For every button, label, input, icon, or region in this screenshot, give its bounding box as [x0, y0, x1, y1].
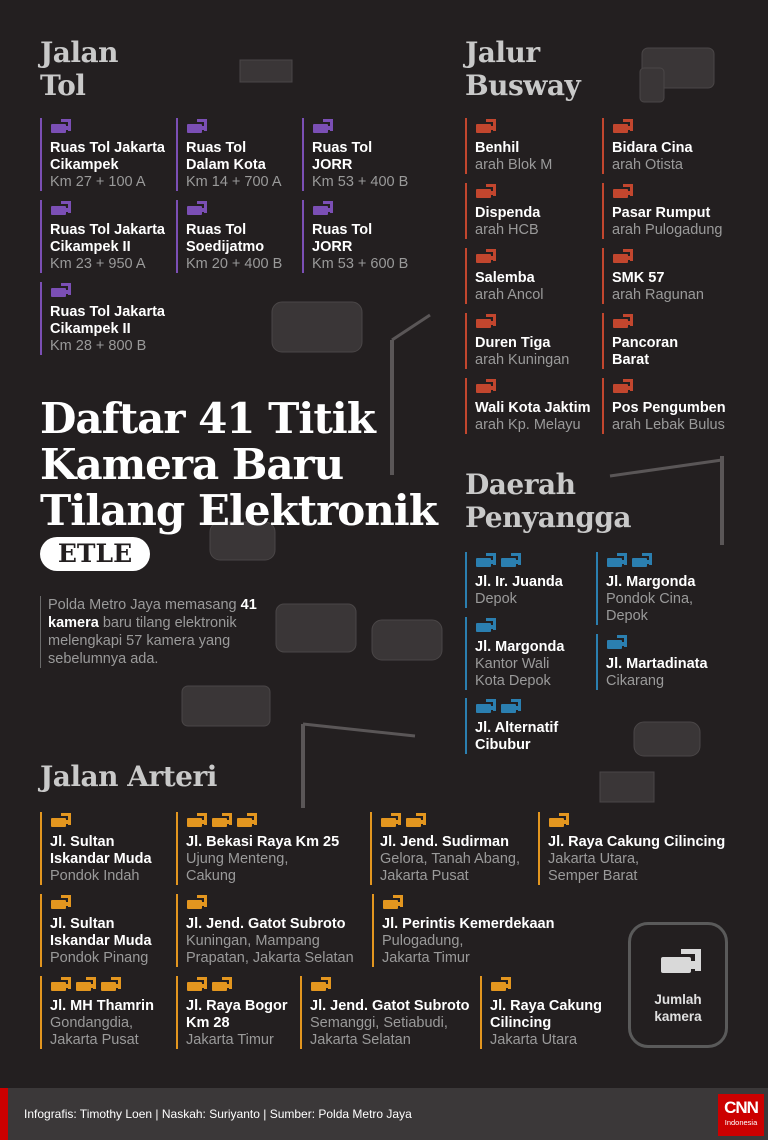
- etle-badge: ETLE: [40, 537, 150, 571]
- location-detail: arah HCB: [475, 222, 539, 238]
- location-detail: Jakarta Utara: [490, 1032, 578, 1048]
- section-title-jalan-arteri: Jalan Arteri: [40, 760, 217, 793]
- cctv-camera-icon: [475, 378, 497, 396]
- camera-count: [50, 894, 152, 912]
- cctv-camera-icon: [75, 976, 97, 994]
- camera-count: [50, 812, 152, 830]
- location-detail: Gelora, Tanah Abang, Jakarta Pusat: [380, 851, 521, 884]
- tol-location-item: [40, 282, 165, 355]
- camera-count: [612, 248, 704, 266]
- intro-text-start: Polda Metro Jaya memasang: [48, 597, 241, 613]
- arteri-location-item: [176, 812, 339, 885]
- location-name: Pancoran Barat: [612, 335, 679, 368]
- footer-accent-bar: [0, 1088, 8, 1140]
- location-name: SMK 57: [612, 270, 665, 286]
- penyangga-location-item: [465, 617, 564, 690]
- cctv-camera-icon: [475, 313, 497, 331]
- camera-count: [382, 894, 554, 912]
- intro-text-end: baru tilang elektronik melengkapi 57 kamera yang sebelumnya ada.: [48, 615, 237, 667]
- location-name: Jl. Ir. Juanda: [475, 574, 563, 590]
- penyangga-location-item: [465, 698, 558, 754]
- busway-location-item: [465, 378, 591, 434]
- cctv-camera-icon: [631, 552, 653, 570]
- tol-location-item: [40, 118, 165, 191]
- camera-count: [186, 200, 282, 218]
- busway-location-item: [602, 313, 678, 369]
- camera-count: [186, 976, 288, 994]
- cctv-camera-icon: [186, 894, 208, 912]
- location-name: Ruas Tol Jakarta Cikampek: [50, 140, 165, 173]
- cctv-camera-icon: [405, 812, 427, 830]
- location-detail: Km 53 + 600 B: [312, 256, 409, 272]
- camera-count: [612, 183, 722, 201]
- location-name: Ruas Tol Jakarta Cikampek II: [50, 304, 165, 337]
- camera-count: [475, 118, 552, 136]
- cctv-camera-icon: [657, 947, 705, 983]
- location-detail: Semanggi, Setiabudi, Jakarta Selatan: [310, 1015, 448, 1048]
- location-name: Jl. Jend. Gatot Subroto: [310, 998, 470, 1014]
- camera-count: [380, 812, 520, 830]
- busway-location-item: [465, 313, 569, 369]
- location-name: Jl. Perintis Kemerdekaan: [382, 916, 555, 932]
- location-detail: Depok: [475, 591, 517, 607]
- location-detail: arah Kuningan: [475, 352, 570, 368]
- location-name: Jl. Sultan Iskandar Muda: [50, 916, 152, 949]
- camera-count: [50, 976, 154, 994]
- busway-location-item: [465, 248, 544, 304]
- cctv-camera-icon: [186, 976, 208, 994]
- location-name: Jl. Margonda: [606, 574, 696, 590]
- cctv-camera-icon: [490, 976, 512, 994]
- camera-count: [50, 200, 165, 218]
- location-detail: arah Ragunan: [612, 287, 704, 303]
- camera-count: [475, 552, 563, 570]
- location-name: Pos Pengumben: [612, 400, 726, 416]
- cctv-camera-icon: [382, 894, 404, 912]
- camera-count: [475, 248, 544, 266]
- cctv-camera-icon: [475, 118, 497, 136]
- location-name: Dispenda: [475, 205, 541, 221]
- location-name: Bidara Cina: [612, 140, 693, 156]
- cctv-camera-icon: [50, 976, 72, 994]
- arteri-location-item: [176, 894, 354, 967]
- penyangga-location-item: [596, 552, 695, 625]
- location-name: Ruas Tol JORR: [312, 222, 373, 255]
- camera-count: [186, 118, 282, 136]
- camera-count: [475, 183, 540, 201]
- arteri-location-item: [40, 812, 152, 885]
- location-detail: Gondangdia, Jakarta Pusat: [50, 1015, 139, 1048]
- cctv-camera-icon: [612, 183, 634, 201]
- camera-count: [475, 378, 591, 396]
- cctv-camera-icon: [186, 200, 208, 218]
- camera-count: [310, 976, 470, 994]
- logo-brand: CNN: [724, 1098, 758, 1117]
- location-name: Jl. Alternatif Cibubur: [475, 720, 559, 753]
- intro-text-bold: 41 kamera: [48, 597, 257, 631]
- cctv-camera-icon: [548, 812, 570, 830]
- location-name: Jl. MH Thamrin: [50, 998, 154, 1014]
- location-detail: Jakarta Timur: [186, 1032, 274, 1048]
- camera-count: [186, 812, 339, 830]
- location-detail: arah Lebak Bulus: [612, 417, 725, 433]
- location-name: Duren Tiga: [475, 335, 551, 351]
- arteri-location-item: [300, 976, 470, 1049]
- location-detail: arah Pulogadung: [612, 222, 723, 238]
- location-name: Ruas Tol Jakarta Cikampek II: [50, 222, 165, 255]
- location-detail: Ujung Menteng, Cakung: [186, 851, 289, 884]
- arteri-location-item: [538, 812, 725, 885]
- camera-count: [612, 313, 678, 331]
- location-detail: Km 53 + 400 B: [312, 174, 409, 190]
- location-name: Jl. Jend. Gatot Subroto: [186, 916, 346, 932]
- cctv-camera-icon: [312, 118, 334, 136]
- location-name: Jl. Sultan Iskandar Muda: [50, 834, 152, 867]
- location-name: Ruas Tol Dalam Kota: [186, 140, 266, 173]
- camera-count: [606, 634, 708, 652]
- tol-location-item: [302, 200, 408, 273]
- section-title-daerah-penyangga: Daerah Penyangga: [465, 468, 632, 534]
- arteri-location-item: [480, 976, 602, 1049]
- camera-count: [50, 118, 165, 136]
- location-detail: arah Otista: [612, 157, 683, 173]
- location-detail: Pondok Indah: [50, 868, 140, 884]
- busway-location-item: [602, 183, 722, 239]
- cctv-camera-icon: [500, 552, 522, 570]
- footer-credit: Infografis: Timothy Loen | Naskah: Suriyanto | Sumber: Polda Metro Jaya: [24, 1107, 412, 1121]
- cctv-camera-icon: [475, 183, 497, 201]
- location-detail: Cikarang: [606, 673, 665, 689]
- cctv-camera-icon: [475, 698, 497, 716]
- cctv-camera-icon: [612, 118, 634, 136]
- location-detail: Jakarta Utara, Semper Barat: [548, 851, 640, 884]
- tol-location-item: [176, 200, 282, 273]
- location-name: Ruas Tol JORR: [312, 140, 373, 173]
- tol-location-item: [40, 200, 165, 273]
- location-name: Jl. Raya Bogor Km 28: [186, 998, 288, 1031]
- busway-location-item: [465, 183, 540, 239]
- legend-label: Jumlah kamera: [654, 992, 702, 1024]
- cctv-camera-icon: [475, 552, 497, 570]
- section-title-jalan-tol: Jalan Tol: [40, 36, 119, 102]
- location-name: Jl. Bekasi Raya Km 25: [186, 834, 340, 850]
- logo-sub: Indonesia: [724, 1118, 758, 1127]
- location-detail: Pulogadung, Jakarta Timur: [382, 933, 470, 966]
- cctv-camera-icon: [186, 812, 208, 830]
- camera-count: [312, 118, 408, 136]
- camera-count: [186, 894, 354, 912]
- location-detail: Km 14 + 700 A: [186, 174, 282, 190]
- penyangga-location-item: [596, 634, 708, 690]
- legend-box: [628, 922, 728, 1048]
- cctv-camera-icon: [310, 976, 332, 994]
- camera-count: [312, 200, 408, 218]
- tol-location-item: [302, 118, 408, 191]
- location-detail: arah Blok M: [475, 157, 553, 173]
- cctv-camera-icon: [211, 812, 233, 830]
- camera-count: [612, 378, 726, 396]
- cctv-camera-icon: [606, 634, 628, 652]
- location-name: Jl. Jend. Sudirman: [380, 834, 509, 850]
- busway-location-item: [602, 378, 726, 434]
- cctv-camera-icon: [50, 118, 72, 136]
- cctv-camera-icon: [50, 282, 72, 300]
- location-name: Pasar Rumput: [612, 205, 711, 221]
- camera-count: [475, 617, 564, 635]
- location-detail: Km 20 + 400 B: [186, 256, 283, 272]
- cctv-camera-icon: [612, 378, 634, 396]
- penyangga-location-item: [465, 552, 563, 608]
- location-detail: Km 23 + 950 A: [50, 256, 146, 272]
- main-title: Daftar 41 Titik Kamera Baru Tilang Elektronik: [40, 394, 437, 535]
- cctv-camera-icon: [380, 812, 402, 830]
- cctv-camera-icon: [606, 552, 628, 570]
- cctv-camera-icon: [186, 118, 208, 136]
- arteri-location-item: [176, 976, 288, 1049]
- location-name: Salemba: [475, 270, 535, 286]
- cctv-camera-icon: [100, 976, 122, 994]
- busway-location-item: [602, 118, 693, 174]
- cctv-camera-icon: [612, 248, 634, 266]
- cctv-camera-icon: [475, 617, 497, 635]
- location-detail: arah Ancol: [475, 287, 544, 303]
- camera-count: [606, 552, 695, 570]
- location-detail: Kuningan, Mampang Prapatan, Jakarta Selatan: [186, 933, 354, 966]
- location-name: Benhil: [475, 140, 520, 156]
- cctv-camera-icon: [312, 200, 334, 218]
- location-detail: Km 27 + 100 A: [50, 174, 146, 190]
- location-name: Jl. Martadinata: [606, 656, 708, 672]
- cctv-camera-icon: [612, 313, 634, 331]
- camera-count: [50, 282, 165, 300]
- location-detail: Km 28 + 800 B: [50, 338, 147, 354]
- location-detail: Pondok Pinang: [50, 950, 149, 966]
- cctv-camera-icon: [50, 812, 72, 830]
- arteri-location-item: [370, 812, 520, 885]
- camera-count: [548, 812, 725, 830]
- location-name: Jl. Margonda: [475, 639, 565, 655]
- cctv-camera-icon: [500, 698, 522, 716]
- camera-count: [475, 313, 569, 331]
- cctv-camera-icon: [50, 200, 72, 218]
- camera-count: [490, 976, 602, 994]
- location-detail: Kantor Wali Kota Depok: [475, 656, 551, 689]
- cctv-camera-icon: [236, 812, 258, 830]
- tol-location-item: [176, 118, 282, 191]
- camera-count: [475, 698, 558, 716]
- cctv-camera-icon: [211, 976, 233, 994]
- location-name: Jl. Raya Cakung Cilincing: [490, 998, 603, 1031]
- location-detail: Pondok Cina, Depok: [606, 591, 694, 624]
- busway-location-item: [465, 118, 552, 174]
- cctv-camera-icon: [475, 248, 497, 266]
- camera-count: [612, 118, 693, 136]
- location-name: Jl. Raya Cakung Cilincing: [548, 834, 726, 850]
- location-name: Wali Kota Jaktim: [475, 400, 591, 416]
- location-name: Ruas Tol Soedijatmo: [186, 222, 265, 255]
- busway-location-item: [602, 248, 704, 304]
- cctv-camera-icon: [50, 894, 72, 912]
- section-title-jalur-busway: Jalur Busway: [465, 36, 581, 102]
- arteri-location-item: [40, 894, 152, 967]
- location-detail: arah Kp. Melayu: [475, 417, 581, 433]
- footer: [0, 1088, 768, 1140]
- cnn-indonesia-logo: [718, 1094, 764, 1136]
- arteri-location-item: [40, 976, 154, 1049]
- arteri-location-item: [372, 894, 554, 967]
- intro-text: [40, 596, 263, 668]
